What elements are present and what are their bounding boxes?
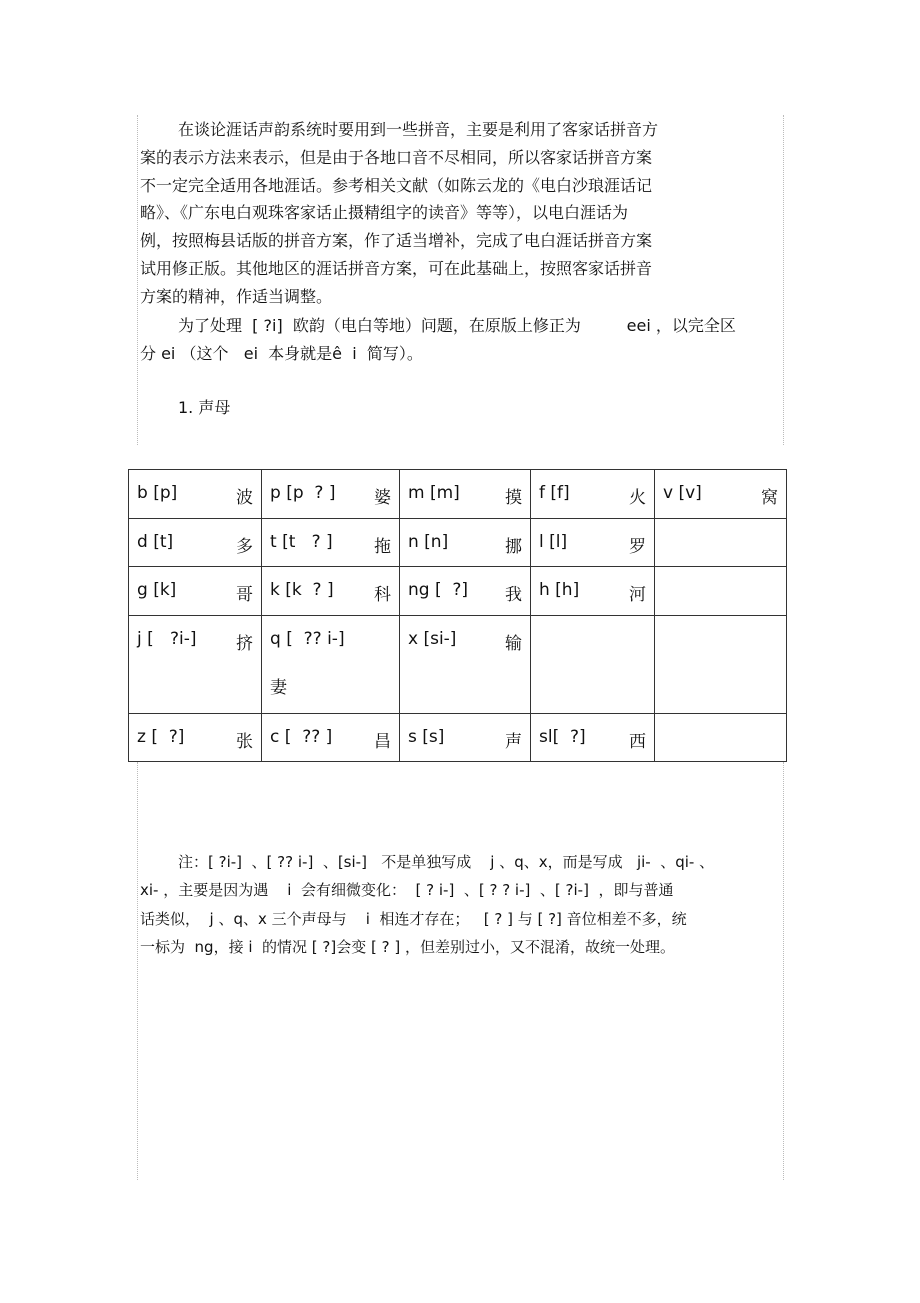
table-cell: q [ ?? i-] 妻	[262, 615, 400, 713]
paragraph-line: 试用修正版。其他地区的涯话拼音方案，可在此基础上，按照客家话拼音	[140, 259, 653, 278]
text-frame-bottom	[137, 762, 784, 1180]
note-line: xi- ，主要是因为遇 i 会有细微变化： [ ? i-] 、[ ? ? i-] 、[ ?i-] ，即与普通	[140, 881, 674, 899]
table-cell: k [k ? ] 科	[262, 567, 400, 616]
table-cell	[655, 615, 787, 713]
paragraph-line: 不一定完全适用各地涯话。参考相关文献（如陈云龙的《电白沙琅涯话记	[140, 176, 653, 195]
table-cell: j [ ?i-] 挤	[129, 615, 262, 713]
initials-table	[128, 469, 787, 762]
table-cell: m [m] 摸	[400, 470, 531, 519]
paragraph-line: 为了处理 [ ?i] 欧韵（电白等地）问题，在原版上修正为 eei ，以完全区	[178, 316, 736, 335]
note-line: 话类似， j 、q、x 三个声母与 i 相连才存在； [ ? ] 与 [ ?] 音位相差不多，统	[140, 910, 687, 928]
table-cell: c [ ?? ] 昌	[262, 713, 400, 762]
paragraph-line: 例，按照梅县话版的拼音方案，作了适当增补，完成了电白涯话拼音方案	[140, 231, 653, 250]
table-cell	[655, 567, 787, 616]
table-cell: t [t ? ] 拖	[262, 518, 400, 567]
table-cell	[655, 518, 787, 567]
table-cell: b [p] 波	[129, 470, 262, 519]
table-cell: n [n] 挪	[400, 518, 531, 567]
table-cell	[655, 713, 787, 762]
table-cell: sl[ ?] 西	[531, 713, 655, 762]
table-row	[129, 518, 787, 567]
paragraph-line: 在谈论涯话声韵系统时要用到一些拼音，主要是利用了客家话拼音方	[178, 120, 659, 139]
table-cell: v [v] 窝	[655, 470, 787, 519]
paragraph-line: 略》、《广东电白观珠客家话止摄精组字的读音》等等），以电白涯话为	[140, 203, 629, 222]
table-cell: z [ ?] 张	[129, 713, 262, 762]
paragraph-line: 分 ei （这个 ei 本身就是ê i 简写）。	[140, 344, 423, 363]
table-cell: d [t] 多	[129, 518, 262, 567]
note-line: 注：[ ?i-] 、[ ?? i-] 、[si-] 不是单独写成 j 、q、x，而是写成 ji- 、qi- 、	[178, 853, 715, 871]
table-cell: h [h] 河	[531, 567, 655, 616]
paragraph-line: 案的表示方法来表示，但是由于各地口音不尽相同，所以客家话拼音方案	[140, 148, 653, 167]
table-cell: ng [ ?] 我	[400, 567, 531, 616]
table-cell: p [p ? ] 婆	[262, 470, 400, 519]
table-row	[129, 615, 787, 713]
table-row	[129, 713, 787, 762]
paragraph-line: 方案的精神，作适当调整。	[140, 287, 333, 306]
note-line: 一标为 ng，接 i 的情况 [ ?]会变 [ ? ] ，但差别过小，又不混淆，故统一处理。	[140, 938, 675, 956]
table-row	[129, 470, 787, 519]
table-cell: g [k] 哥	[129, 567, 262, 616]
table-row	[129, 567, 787, 616]
table-cell: x [si-] 输	[400, 615, 531, 713]
table-cell	[531, 615, 655, 713]
table-cell: s [s] 声	[400, 713, 531, 762]
section-heading: 1. 声母	[178, 398, 231, 417]
table-cell: f [f] 火	[531, 470, 655, 519]
table-cell: l [l] 罗	[531, 518, 655, 567]
